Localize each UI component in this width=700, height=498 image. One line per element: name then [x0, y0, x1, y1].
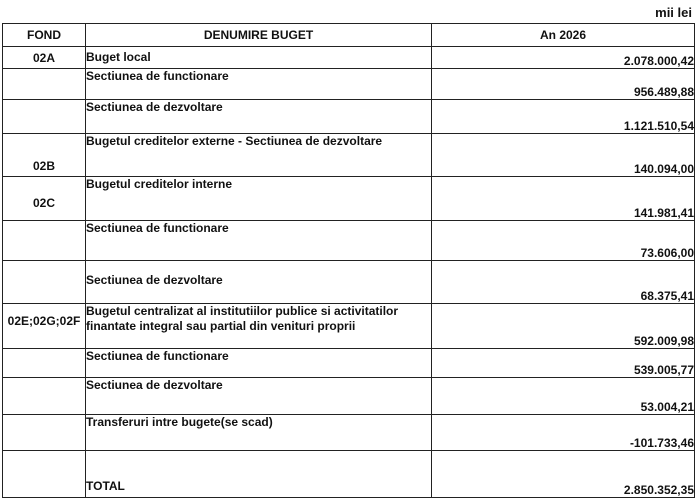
name-cell: Bugetul centralizat al institutiilor publice si activitatilor finantate integral sau partial din venituri proprii: [86, 304, 432, 349]
fond-cell: [3, 378, 86, 415]
fond-cell: [3, 69, 86, 100]
value-cell: 140.094,00: [432, 134, 695, 177]
name-cell: Sectiunea de dezvoltare: [86, 261, 432, 304]
name-cell: Bugetul creditelor interne: [86, 177, 432, 221]
header-fond: FOND: [3, 24, 86, 47]
table-row: [3, 177, 695, 221]
fond-cell: 02A: [3, 47, 86, 69]
unit-label: mii lei: [655, 5, 692, 20]
name-cell: Sectiunea de dezvoltare: [86, 378, 432, 415]
fond-cell: 02E;02G;02F: [3, 304, 86, 349]
table-row-total: [3, 451, 695, 498]
name-cell: Sectiunea de functionare: [86, 221, 432, 261]
fond-cell: [3, 451, 86, 498]
table-row: [3, 415, 695, 451]
value-cell: 592.009,98: [432, 304, 695, 349]
value-cell: 53.004,21: [432, 378, 695, 415]
value-cell: 1.121.510,54: [432, 100, 695, 134]
table-row: [3, 69, 695, 100]
name-cell: Transferuri intre bugete(se scad): [86, 415, 432, 451]
fond-cell: 02B: [3, 134, 86, 177]
value-cell: 539.005,77: [432, 349, 695, 378]
header-name: DENUMIRE BUGET: [86, 24, 432, 47]
value-cell: -101.733,46: [432, 415, 695, 451]
budget-table: [2, 23, 695, 498]
name-cell: Buget local: [86, 47, 432, 69]
table-row: [3, 304, 695, 349]
fond-cell: [3, 100, 86, 134]
total-value: 2.850.352,35: [432, 451, 695, 498]
header-year: An 2026: [432, 24, 695, 47]
fond-cell: [3, 349, 86, 378]
value-cell: 2.078.000,42: [432, 47, 695, 69]
fond-cell: [3, 221, 86, 261]
value-cell: 68.375,41: [432, 261, 695, 304]
table-row: [3, 134, 695, 177]
total-label: TOTAL: [86, 451, 432, 498]
name-cell: Bugetul creditelor externe - Sectiunea de dezvoltare: [86, 134, 432, 177]
value-cell: 73.606,00: [432, 221, 695, 261]
header-row: [3, 24, 695, 47]
name-cell: Sectiunea de functionare: [86, 69, 432, 100]
table-row: [3, 47, 695, 69]
value-cell: 141.981,41: [432, 177, 695, 221]
table-row: [3, 349, 695, 378]
table-row: [3, 221, 695, 261]
name-cell: Sectiunea de functionare: [86, 349, 432, 378]
table-row: [3, 378, 695, 415]
table-row: [3, 100, 695, 134]
fond-cell: [3, 261, 86, 304]
fond-cell: 02C: [3, 177, 86, 221]
table-row: [3, 261, 695, 304]
name-cell: Sectiunea de dezvoltare: [86, 100, 432, 134]
value-cell: 956.489,88: [432, 69, 695, 100]
fond-cell: [3, 415, 86, 451]
